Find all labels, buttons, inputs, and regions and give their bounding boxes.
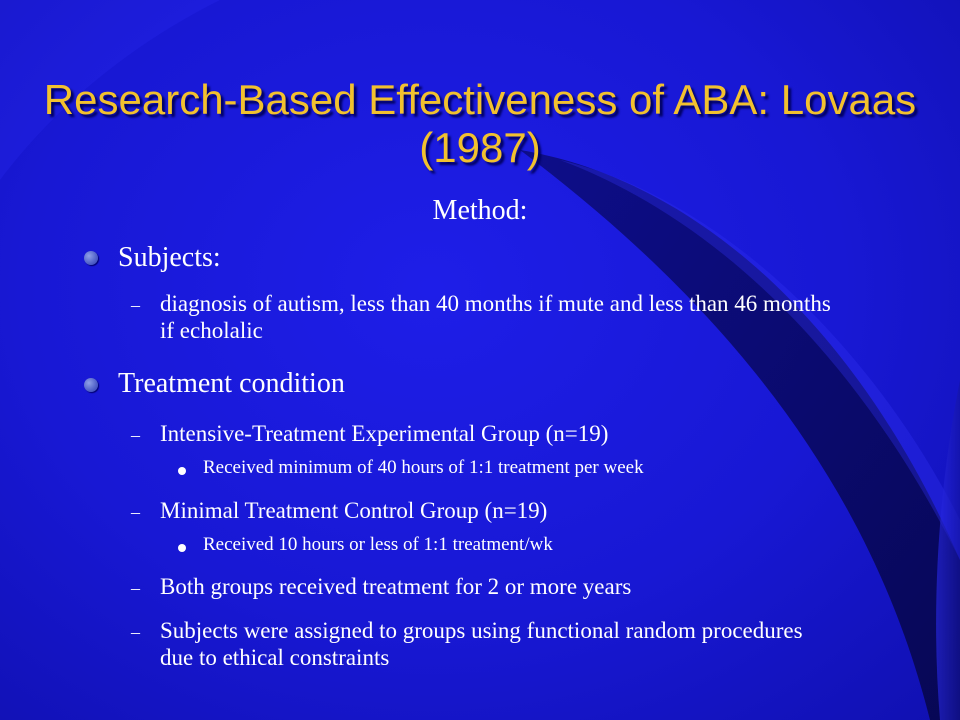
sub-bullet-control-group: Minimal Treatment Control Group (n=19) (160, 498, 548, 523)
bullet-treatment-condition: Treatment condition (118, 368, 345, 399)
bullet-icon (84, 251, 98, 265)
dash-icon: – (131, 295, 140, 315)
dash-icon: – (131, 425, 140, 445)
sub-bullet-diagnosis: diagnosis of autism, less than 40 months if mute and less than 46 months if echolalic (160, 291, 831, 343)
sub-sub-bullet-minimum-hours: Received minimum of 40 hours of 1:1 treatment per week (203, 457, 644, 478)
slide-subtitle: Method: (432, 195, 528, 226)
sub-bullet-experimental-group: Intensive-Treatment Experimental Group (n=19) (160, 421, 609, 446)
sub-sub-bullet-ten-hours: Received 10 hours or less of 1:1 treatment/wk (203, 534, 553, 555)
dot-icon (178, 544, 186, 552)
sub-bullet-duration: Both groups received treatment for 2 or more years (160, 574, 632, 599)
dash-icon: – (131, 502, 140, 522)
dot-icon (178, 467, 186, 475)
dash-icon: – (131, 622, 140, 642)
sub-bullet-assignment: Subjects were assigned to groups using functional random procedures due to ethical constraints (160, 618, 803, 670)
bullet-subjects: Subjects: (118, 242, 221, 273)
dash-icon: – (131, 578, 140, 598)
slide-title: Research-Based Effectiveness of ABA: Lovaas (1987) (43, 76, 917, 171)
bullet-icon (84, 378, 98, 392)
